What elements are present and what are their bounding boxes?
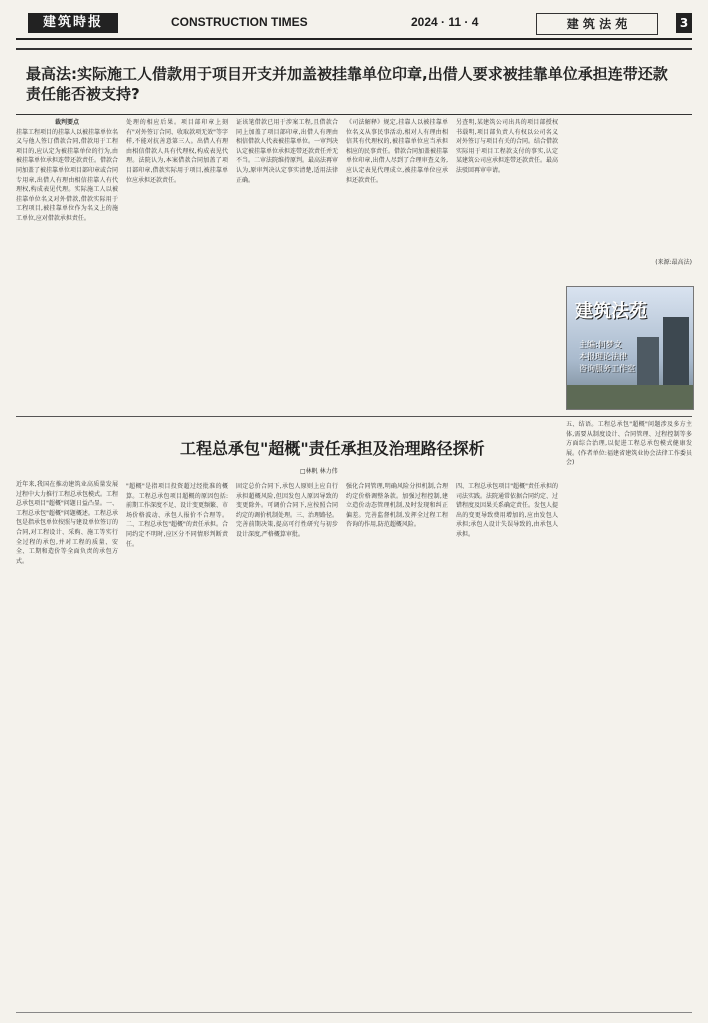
- article1-column-1: [16, 118, 118, 410]
- article2-column-1: [16, 420, 118, 1010]
- promo-line-2: 本报理论法律: [579, 352, 627, 361]
- article2-column-6: 五、结语。工程总承包"超概"问题涉及多方主体,需要从制度设计、合同管理、过程控制等多方面综合治理,以促进工程总承包模式健康发展。(作者单位:福建省建筑业协会法律工作委员会): [566, 421, 692, 467]
- article2-column-4: 强化合同管理,明确风险分担机制,合理约定价格调整条款。加强过程控制,建立造价动态管理机制,及时发现和纠正偏差。完善监督机制,发挥全过程工程咨询的作用,防范超概风险。: [346, 483, 448, 529]
- masthead: [16, 10, 692, 40]
- article1-column-3: 证该笔借款已用于涉案工程,且借款合同上加盖了项目部印章,出借人有理由相信借款人代表被挂靠单位。一审判决认定被挂靠单位承担连带还款责任并无不当。二审法院维持原判。最高法再审认为,原审判决认定事实清楚,适用法律正确。: [236, 119, 338, 184]
- article1-source: (来源:最高法): [655, 259, 692, 266]
- promo-subtitle: [579, 339, 635, 375]
- section-divider: [16, 416, 692, 417]
- article1-column-5: 另查明,某建筑公司出具的项目部授权书载明,项目部负责人有权以公司名义对外签订与项目有关的合同。结合借款实际用于项目工程款支付的事实,认定某建筑公司应承担连带还款责任。最高法驳回再审申请。: [456, 119, 558, 174]
- article1-column-4: 《司法解释》规定,挂靠人以被挂靠单位名义从事民事活动,相对人有理由相信其有代理权的,被挂靠单位应当承担相应的民事责任。借款合同加盖被挂靠单位印章,出借人尽到了合理审查义务,应认定表见代理成立,被挂靠单位应承担还款责任。: [346, 119, 448, 184]
- article1-headline: 最高法:实际施工人借款用于项目开支并加盖被挂靠单位印章,出借人要求被挂靠单位承担连带还款责任能否被支持?: [26, 65, 668, 103]
- article1-column-6: [566, 118, 692, 278]
- case-summary-title: 裁判要点: [54, 119, 79, 126]
- article2-text: 近年来,我国在推动建筑业高质量发展过程中大力推行工程总承包模式。工程总承包项目"超概"问题日益凸显。一、工程总承包"超概"问题概述。工程总承包是指承包单位按照与建设单位签订的合同,对工程设计、采购、施工等实行全过程的承包,并对工程的质量、安全、工期和造价等全面负责的承包方式。: [16, 481, 118, 565]
- article2-column-2: "超概"是指项目投资超过经批准的概算。工程总承包项目超概的原因包括:前期工作深度不足、设计变更频繁、市场价格波动、承包人报价不合理等。二、工程总承包"超概"的责任承担。合同约定不明时,应区分不同情形判断责任。: [126, 483, 228, 548]
- page-number: 3: [676, 13, 692, 33]
- page-bottom-rule: [16, 1012, 692, 1013]
- article1-headline-box: [16, 48, 692, 115]
- article2-column-5: 四、工程总承包项目"超概"责任承担的司法实践。法院通常依据合同约定、过错程度及因果关系确定责任。发包人提出的变更导致费用增加的,应由发包人承担;承包人设计失误导致的,由承包人承担。: [456, 483, 558, 538]
- promo-line-3: 咨询服务工作室: [579, 364, 635, 373]
- article2-title: 工程总承包"超概"责任承担及治理路径探析: [180, 439, 485, 458]
- article1-text: 挂靠工程项目的挂靠人以被挂靠单位名义与他人签订借款合同,借款用于工程项目的,应认定为被挂靠单位的行为,由被挂靠单位承担连带还款责任。借款合同加盖了被挂靠单位项目部印章或合同专用章,出借人有理由相信挂靠人有代理权,构成表见代理。实际施工人以被挂靠单位名义对外借款,借款实际用于工程项目,被挂靠单位作为名义上的施工单位,应对借款承担责任。: [16, 128, 118, 222]
- article2-column-3: 固定总价合同下,承包人原则上应自行承担超概风险,但因发包人原因导致的变更除外。可调价合同下,应按照合同约定的调价机制处理。三、治理路径。完善前期决策,提高可行性研究与初步设计深度,严格概算审批。: [236, 483, 338, 538]
- article2-byline: □林帆 林力伟: [300, 468, 338, 475]
- section-name: 建 筑 法 苑: [536, 13, 658, 35]
- issue-date: 2024 · 11 · 4: [411, 15, 479, 29]
- ground-shape: [567, 385, 693, 409]
- section-promo-image: [566, 286, 694, 410]
- newspaper-title: CONSTRUCTION TIMES: [171, 15, 308, 29]
- article1-column-2: 处理的相应后果。项目部印章上刻有"对外签订合同、收取款项无效"等字样,不能对抗善意第三人。出借人有理由相信借款人具有代理权,构成表见代理。法院认为,本案借款合同加盖了项目部印章,借款实际用于项目,被挂靠单位应承担还款责任。: [126, 119, 228, 184]
- newspaper-logo: 建筑時报: [28, 13, 118, 33]
- promo-title: 建筑法苑: [575, 301, 647, 322]
- promo-editor: 主编:何梦文: [579, 340, 622, 349]
